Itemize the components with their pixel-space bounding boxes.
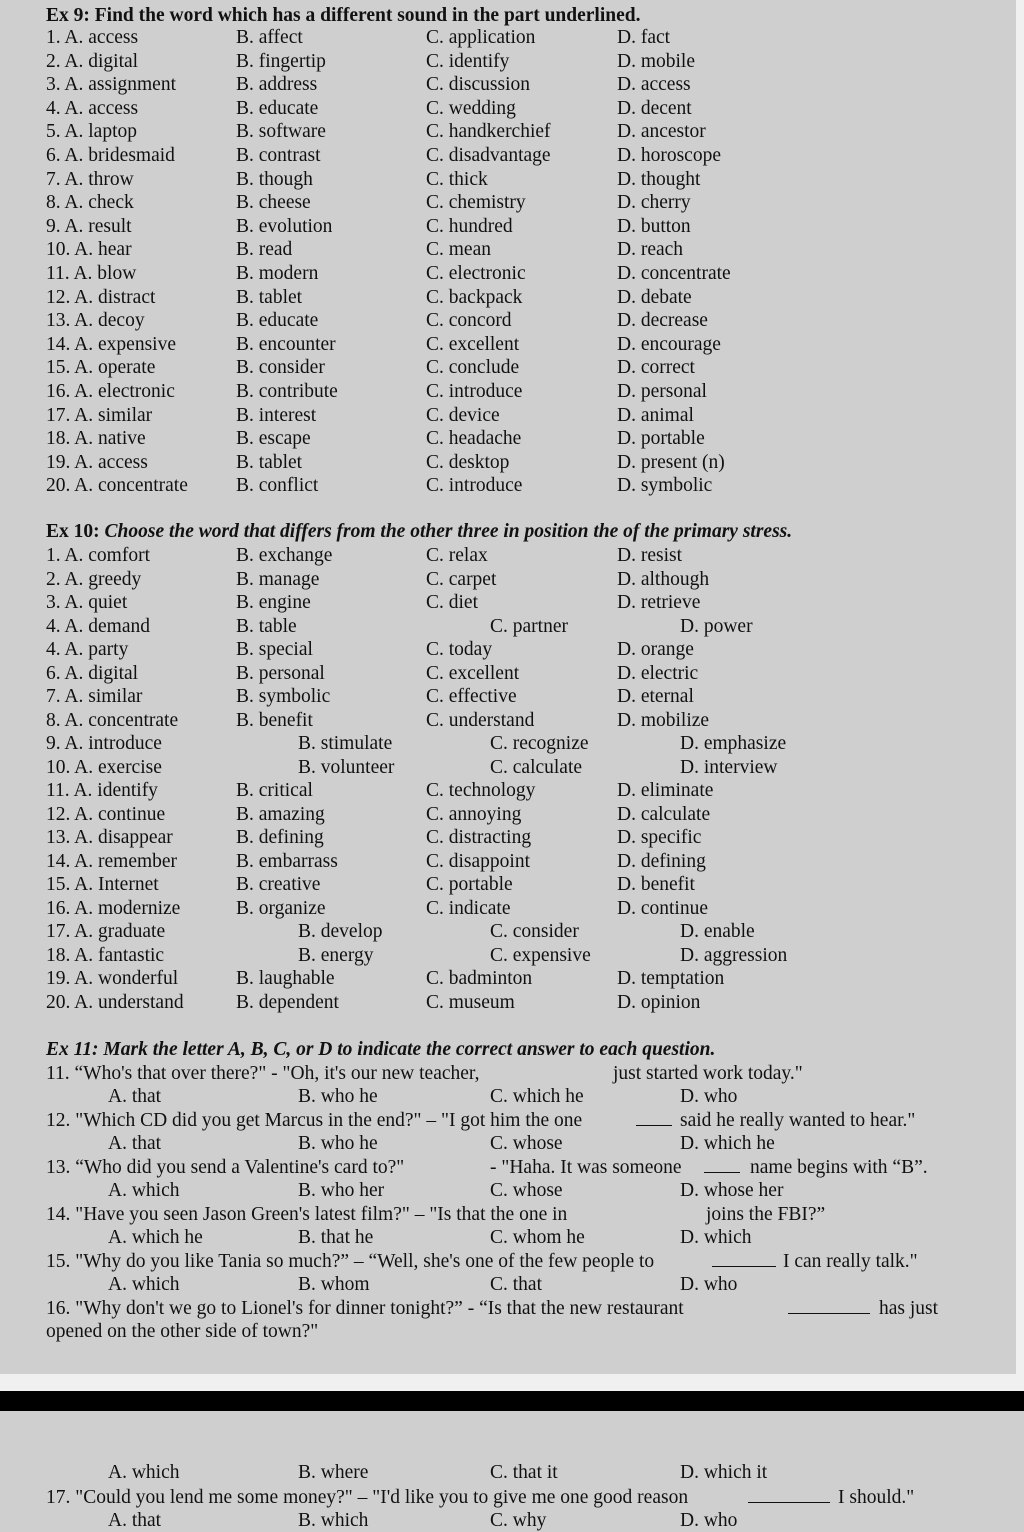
ex10-item-17-c: C. consider (490, 921, 579, 942)
ex10-item-18-b: B. energy (298, 944, 374, 966)
ex9-item-9-c: C. hundred (426, 215, 513, 237)
ex9-item-19-a: 19. A. access (46, 451, 148, 473)
q17-option-a: A. that (108, 1510, 162, 1531)
ex10-item-7-b: B. symbolic (236, 686, 331, 707)
ex9-item-10-a: 10. A. hear (46, 239, 132, 261)
q15-blank (712, 1250, 776, 1273)
ex9-item-17-c: C. device (426, 404, 500, 426)
ex9-item-11-b: B. modern (236, 263, 319, 284)
q14-option-d: D. which (680, 1227, 752, 1248)
ex10-item-16-a: 16. A. modernize (46, 897, 181, 919)
q12-stem-a: 12. "Which CD did you get Marcus in the end?" – "I got him the one (46, 1110, 583, 1131)
ex9-item-5-a: 5. A. laptop (46, 121, 137, 143)
ex9-item-8-d: D. cherry (617, 192, 691, 214)
ex10-item-20-b: B. dependent (236, 991, 339, 1013)
ex9-item-20-c: C. introduce (426, 475, 523, 497)
q17-stem-a: 17. "Could you lend me some money?" – "I'd like you to give me one good reason (46, 1487, 689, 1508)
q17-blank (748, 1486, 830, 1509)
q14-option-c: C. whom he (490, 1227, 585, 1248)
ex10-item-13-a: 13. A. disappear (46, 827, 173, 848)
ex9-item-10-c: C. mean (426, 239, 491, 261)
ex9-item-18-b: B. escape (236, 428, 311, 450)
ex9-item-2-d: D. mobile (617, 50, 695, 72)
ex9-item-19-d: D. present (n) (617, 451, 725, 473)
ex10-item-10-c: C. calculate (490, 756, 583, 778)
ex9-item-13-c: C. concord (426, 310, 512, 332)
ex9-item-17-a: 17. A. similar (46, 404, 153, 426)
ex10-item-8-d: D. mobilize (617, 709, 710, 731)
ex10-item-6-c: C. excellent (426, 662, 520, 684)
q15-option-c: C. that (490, 1274, 542, 1295)
ex10-item-10-b: B. volunteer (298, 756, 395, 778)
page-separator-light (0, 1374, 1024, 1392)
ex10-item-6-d: D. electric (617, 662, 699, 684)
ex10-item-10-a: 10. A. exercise (46, 756, 162, 778)
ex9-item-2-c: C. identify (426, 50, 510, 72)
ex9-item-5-c: C. handkerchief (426, 121, 551, 143)
ex10-item-8-a: 8. A. concentrate (46, 709, 179, 731)
ex9-item-20-d: D. symbolic (617, 475, 713, 497)
ex10-title (46, 520, 792, 543)
ex10-item-1-b: B. exchange (236, 545, 333, 566)
ex10-item-16-b: B. organize (236, 897, 326, 919)
ex10-item-15-d: D. benefit (617, 874, 695, 895)
q17-stem-b: I should." (838, 1487, 915, 1508)
ex9-item-12-a: 12. A. distract (46, 286, 156, 308)
ex9-item-5-d: D. ancestor (617, 121, 706, 143)
ex10-item-11-b: B. critical (236, 780, 313, 801)
ex9-item-16-c: C. introduce (426, 381, 523, 402)
ex9-item-3-c: C. discussion (426, 74, 531, 96)
ex9-item-1-d: D. fact (617, 27, 671, 48)
ex9-item-9-d: D. button (617, 215, 691, 237)
ex10-item-1-a: 1. A. comfort (46, 545, 150, 566)
q12-option-a: A. that (108, 1133, 162, 1154)
ex9-item-1-b: B. affect (236, 27, 303, 48)
ex10-item-13-c: C. distracting (426, 827, 532, 848)
ex10-item-5-d: D. orange (617, 639, 694, 660)
q15-stem-a: 15. "Why do you like Tania so much?” – “Well, she's one of the few people to (46, 1251, 655, 1272)
ex10-item-19-b: B. laughable (236, 968, 335, 989)
ex10-item-20-a: 20. A. understand (46, 991, 184, 1013)
ex10-item-7-a: 7. A. similar (46, 686, 143, 707)
q12-stem-b: said he really wanted to hear." (680, 1110, 916, 1131)
q11-stem-b: just started work today." (613, 1063, 803, 1084)
ex9-item-1-a: 1. A. access (46, 27, 139, 48)
ex9-item-4-b: B. educate (236, 97, 319, 119)
ex10-item-11-a: 11. A. identify (46, 780, 158, 801)
ex10-item-16-c: C. indicate (426, 897, 511, 919)
q11-option-b: B. who he (298, 1086, 378, 1107)
ex11-title: Ex 11: Mark the letter A, B, C, or D to indicate the correct answer to each question. (46, 1039, 716, 1060)
ex9-item-11-c: C. electronic (426, 263, 526, 284)
ex9-item-12-c: C. backpack (426, 286, 523, 308)
q14-stem-a: 14. "Have you seen Jason Green's latest film?" – "Is that the one in (46, 1204, 568, 1225)
ex9-item-6-c: C. disadvantage (426, 145, 551, 166)
ex9-item-8-c: C. chemistry (426, 192, 526, 214)
ex10-item-3-d: D. retrieve (617, 592, 701, 613)
ex10-item-6-b: B. personal (236, 662, 325, 684)
ex9-item-14-d: D. encourage (617, 333, 721, 355)
ex10-item-2-c: C. carpet (426, 568, 497, 590)
ex10-item-5-a: 4. A. party (46, 639, 129, 660)
ex10-item-18-d: D. aggression (680, 944, 788, 966)
ex9-item-17-d: D. animal (617, 404, 694, 426)
ex10-item-18-a: 18. A. fantastic (46, 944, 165, 966)
q15-option-b: B. whom (298, 1274, 370, 1295)
ex10-item-2-a: 2. A. greedy (46, 568, 142, 590)
ex10-item-8-b: B. benefit (236, 709, 313, 731)
q13-stem-b: name begins with “B”. (750, 1157, 928, 1178)
ex9-item-18-d: D. portable (617, 428, 705, 450)
ex10-item-12-b: B. amazing (236, 803, 325, 825)
ex10-item-15-a: 15. A. Internet (46, 874, 159, 895)
ex9-item-3-b: B. address (236, 74, 318, 96)
ex10-item-20-d: D. opinion (617, 991, 701, 1013)
ex9-item-20-b: B. conflict (236, 475, 319, 497)
q15-option-a: A. which (108, 1274, 180, 1295)
q16-stem-b: has just (879, 1298, 939, 1319)
ex10-item-15-c: C. portable (426, 874, 513, 895)
ex9-item-13-d: D. decrease (617, 310, 708, 332)
ex10-item-12-d: D. calculate (617, 803, 711, 825)
q14-option-a: A. which he (108, 1227, 203, 1248)
q11-option-d: D. who (680, 1086, 738, 1107)
ex10-item-18-c: C. expensive (490, 944, 591, 966)
ex9-item-18-c: C. headache (426, 428, 522, 450)
ex10-title-text: Choose the word that differs from the other three in position the of the primary stress. (104, 521, 793, 542)
q11-option-a: A. that (108, 1086, 162, 1107)
ex10-item-9-b: B. stimulate (298, 733, 393, 754)
ex9-item-12-b: B. tablet (236, 286, 303, 308)
q13-option-a: A. which (108, 1180, 180, 1201)
ex10-item-9-a: 9. A. introduce (46, 733, 162, 754)
ex9-item-16-a: 16. A. electronic (46, 381, 175, 402)
ex10-item-11-d: D. eliminate (617, 780, 714, 801)
q11-stem-a: 11. “Who's that over there?" - "Oh, it's our new teacher, (46, 1063, 480, 1084)
ex9-item-3-d: D. access (617, 74, 691, 96)
ex10-item-4-b: B. table (236, 615, 297, 637)
q17-option-b: B. which (298, 1510, 369, 1531)
ex9-item-8-a: 8. A. check (46, 192, 134, 214)
q17-option-d: D. who (680, 1510, 738, 1531)
ex10-item-12-c: C. annoying (426, 803, 522, 825)
ex9-item-19-c: C. desktop (426, 451, 510, 473)
ex9-item-6-d: D. horoscope (617, 145, 721, 166)
ex9-item-13-b: B. educate (236, 310, 319, 332)
ex10-item-13-d: D. specific (617, 827, 702, 848)
q16-stem-a: 16. "Why don't we go to Lionel's for dinner tonight?” - “Is that the new restaurant (46, 1298, 684, 1319)
ex9-item-4-c: C. wedding (426, 97, 516, 119)
ex9-item-19-b: B. tablet (236, 451, 303, 473)
ex9-item-2-b: B. fingertip (236, 50, 326, 72)
ex10-item-5-c: C. today (426, 639, 493, 660)
ex9-item-11-d: D. concentrate (617, 263, 731, 284)
ex10-item-12-a: 12. A. continue (46, 803, 166, 825)
ex9-item-15-a: 15. A. operate (46, 357, 156, 379)
ex9-item-6-a: 6. A. bridesmaid (46, 145, 175, 166)
q13-option-b: B. who her (298, 1180, 385, 1201)
ex9-item-7-d: D. thought (617, 168, 701, 190)
ex9-item-2-a: 2. A. digital (46, 50, 139, 72)
ex10-item-13-b: B. defining (236, 827, 324, 848)
ex10-item-10-d: D. interview (680, 756, 778, 778)
ex10-item-16-d: D. continue (617, 897, 708, 919)
ex10-item-17-b: B. develop (298, 921, 383, 942)
ex10-item-17-d: D. enable (680, 921, 755, 942)
ex9-item-14-b: B. encounter (236, 333, 336, 355)
ex9-item-14-a: 14. A. expensive (46, 333, 176, 355)
ex10-item-4-a: 4. A. demand (46, 615, 150, 637)
ex10-item-19-d: D. temptation (617, 968, 725, 989)
ex10-item-3-b: B. engine (236, 592, 311, 613)
ex9-title: Ex 9: Find the word which has a different sound in the part underlined. (46, 5, 641, 26)
q12-blank (636, 1109, 672, 1132)
ex10-item-9-c: C. recognize (490, 733, 589, 754)
q16-option-c: C. that it (490, 1462, 558, 1483)
ex9-item-12-d: D. debate (617, 286, 692, 308)
q16-option-a: A. which (108, 1462, 180, 1483)
ex10-item-3-c: C. diet (426, 592, 478, 613)
ex9-item-9-a: 9. A. result (46, 215, 132, 237)
ex9-item-15-c: C. conclude (426, 357, 520, 379)
ex10-title-label: Ex 10: (46, 521, 105, 542)
ex9-item-10-d: D. reach (617, 239, 684, 261)
ex10-item-14-b: B. embarrass (236, 850, 338, 872)
ex9-item-16-b: B. contribute (236, 381, 338, 402)
ex10-item-2-b: B. manage (236, 568, 320, 590)
q13-stem-a: 13. “Who did you send a Valentine's card to?" (46, 1157, 405, 1178)
ex9-item-18-a: 18. A. native (46, 428, 146, 450)
ex10-item-11-c: C. technology (426, 780, 536, 801)
page-separator-dark (0, 1391, 1024, 1411)
q13-stem-mid: - "Haha. It was someone (490, 1157, 682, 1178)
ex9-item-14-c: C. excellent (426, 333, 520, 355)
ex9-item-5-b: B. software (236, 121, 326, 143)
q13-option-c: C. whose (490, 1180, 563, 1201)
q11-option-c: C. which he (490, 1086, 584, 1107)
ex10-item-5-b: B. special (236, 639, 313, 660)
ex9-item-1-c: C. application (426, 27, 536, 48)
ex10-item-1-c: C. relax (426, 545, 488, 566)
ex9-item-9-b: B. evolution (236, 215, 333, 237)
ex9-item-7-a: 7. A. throw (46, 168, 134, 190)
ex9-item-15-b: B. consider (236, 357, 325, 379)
ex10-item-6-a: 6. A. digital (46, 662, 139, 684)
ex9-item-7-b: B. though (236, 168, 313, 190)
ex9-item-11-a: 11. A. blow (46, 263, 137, 284)
ex9-item-20-a: 20. A. concentrate (46, 475, 188, 497)
ex10-item-4-d: D. power (680, 615, 753, 637)
ex10-item-7-d: D. eternal (617, 686, 694, 707)
ex10-item-14-c: C. disappoint (426, 850, 531, 872)
q13-option-d: D. whose her (680, 1180, 784, 1201)
ex10-item-14-d: D. defining (617, 850, 706, 872)
q15-stem-b: I can really talk." (783, 1251, 918, 1272)
q14-stem-b: joins the FBI?” (706, 1204, 826, 1225)
ex9-item-4-d: D. decent (617, 97, 692, 119)
q14-option-b: B. that he (298, 1227, 374, 1248)
ex10-item-4-c: C. partner (490, 615, 568, 637)
ex10-item-19-c: C. badminton (426, 968, 533, 989)
q15-option-d: D. who (680, 1274, 738, 1295)
ex9-item-8-b: B. cheese (236, 192, 311, 214)
q12-option-b: B. who he (298, 1133, 378, 1154)
q16-option-d: D. which it (680, 1462, 768, 1483)
ex9-item-13-a: 13. A. decoy (46, 310, 145, 332)
ex10-item-17-a: 17. A. graduate (46, 921, 166, 942)
ex9-item-3-a: 3. A. assignment (46, 74, 176, 96)
ex10-item-1-d: D. resist (617, 545, 682, 566)
ex10-item-7-c: C. effective (426, 686, 517, 707)
ex10-item-2-d: D. although (617, 568, 710, 590)
ex9-item-10-b: B. read (236, 239, 293, 261)
q12-option-d: D. which he (680, 1133, 775, 1154)
q13-blank (704, 1156, 740, 1179)
q16-stem-c: opened on the other side of town?" (46, 1321, 319, 1342)
ex9-item-6-b: B. contrast (236, 145, 321, 166)
ex10-item-9-d: D. emphasize (680, 733, 787, 754)
q16-blank (788, 1297, 870, 1320)
ex9-item-7-c: C. thick (426, 168, 488, 190)
ex10-item-19-a: 19. A. wonderful (46, 968, 179, 989)
ex9-item-17-b: B. interest (236, 404, 317, 426)
q12-option-c: C. whose (490, 1133, 563, 1154)
ex9-item-15-d: D. correct (617, 357, 695, 379)
q16-option-b: B. where (298, 1462, 369, 1483)
ex10-item-14-a: 14. A. remember (46, 850, 178, 872)
ex10-item-8-c: C. understand (426, 709, 535, 731)
ex10-item-15-b: B. creative (236, 874, 321, 895)
ex9-item-4-a: 4. A. access (46, 97, 139, 119)
ex9-item-16-d: D. personal (617, 381, 707, 402)
page-edge (1016, 0, 1024, 1390)
ex10-item-20-c: C. museum (426, 991, 515, 1013)
ex10-item-3-a: 3. A. quiet (46, 592, 128, 613)
q17-option-c: C. why (490, 1510, 547, 1531)
